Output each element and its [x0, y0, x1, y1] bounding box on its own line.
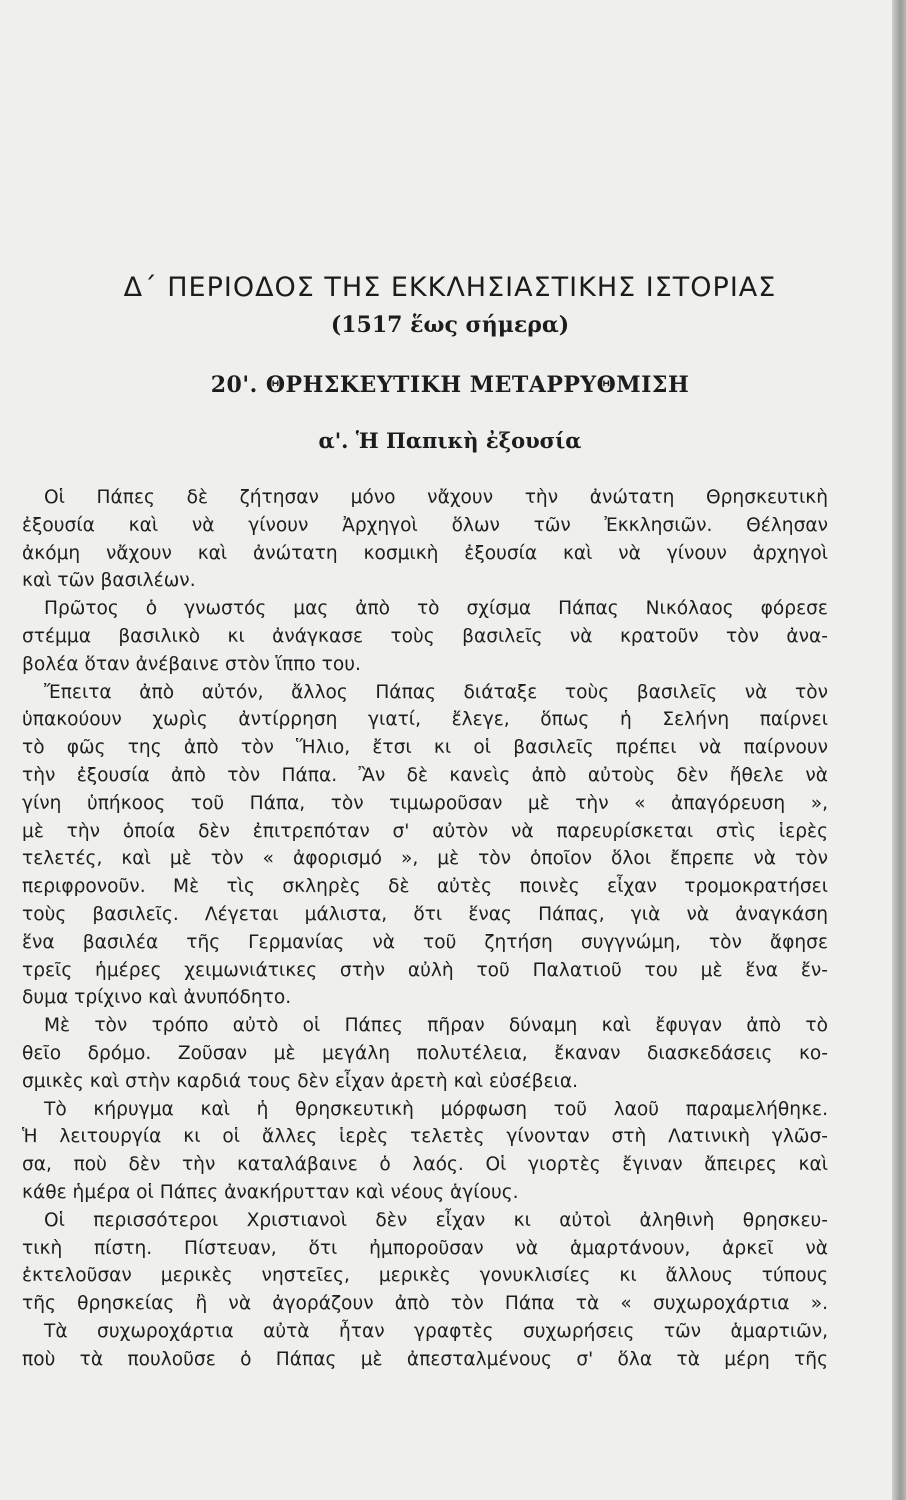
text-line: τελετές, καὶ μὲ τὸν « ἀφορισμό », μὲ τὸν ὁποῖον ὅλοι ἔπρεπε νὰ τὸν	[22, 848, 828, 870]
text-line: Πρῶτος ὁ γνωστός μας ἀπὸ τὸ σχίσμα Πάπας Νικόλαος φόρεσε	[44, 598, 828, 620]
period-heading: Δ΄ ΠΕΡΙΟΔΟΣ ΤΗΣ ΕΚΚΛΗΣΙΑΣΤΙΚΗΣ ΙΣΤΟΡΙΑΣ	[123, 272, 777, 303]
text-line: θεῖο δρόμο. Ζοῦσαν μὲ μεγάλη πολυτέλεια, ἔκαναν διασκεδάσεις κο-	[22, 1042, 828, 1064]
text-line: τὴν ἐξουσία ἀπὸ τὸν Πάπα. Ἂν δὲ κανεὶς ἀπὸ αὐτοὺς δὲν ἤθελε νὰ	[22, 764, 828, 786]
text-line: ἐκτελοῦσαν μερικὲς νηστεῖες, μερικὲς γονυκλισίες κι ἄλλους τύπους	[22, 1265, 828, 1287]
text-line: τρεῖς ἡμέρες χειμωνιάτικες στὴν αὐλὴ τοῦ Παλατιοῦ του μὲ ἕνα ἔν-	[22, 959, 828, 981]
text-line: γίνη ὑπήκοος τοῦ Πάπα, τὸν τιμωροῦσαν μὲ τὴν « ἀπαγόρευση »,	[22, 792, 828, 814]
text-line: ἐξουσία καὶ νὰ γίνουν Ἀρχηγοὶ ὅλων τῶν Ἐκκλησιῶν. Θέλησαν	[22, 514, 828, 536]
text-line: Τὰ συχωροχάρτια αὐτὰ ἦταν γραφτὲς συχωρήσεις τῶν ἁμαρτιῶν,	[44, 1320, 828, 1342]
section-title: α'. Ἡ Παπικὴ ἐξουσία	[318, 428, 582, 453]
text-line: Ἔπειτα ἀπὸ αὐτόν, ἄλλος Πάπας διάταξε τοὺς βασιλεῖς νὰ τὸν	[44, 681, 828, 703]
text-line: τικὴ πίστη. Πίστευαν, ὅτι ἠμποροῦσαν νὰ ἁμαρτάνουν, ἀρκεῖ νὰ	[22, 1237, 828, 1259]
text-line: τῆς θρησκείας ἢ νὰ ἀγοράζουν ἀπὸ τὸν Πάπα τὰ « συχωροχάρτια ».	[22, 1293, 828, 1315]
text-line: κάθε ἡμέρα οἱ Πάπες ἀνακήρυτταν καὶ νέους ἁγίους.	[22, 1181, 519, 1203]
chapter-title: 20'. ΘΡΗΣΚΕΥΤΙΚΗ ΜΕΤΑΡΡΥΘΜΙΣΗ	[210, 372, 690, 398]
text-line: μὲ τὴν ὁποία δὲν ἐπιτρεπόταν σ' αὐτὸν νὰ παρευρίσκεται στὶς ἱερὲς	[22, 820, 828, 842]
text-line: τοὺς βασιλεῖς. Λέγεται μάλιστα, ὅτι ἕνας Πάπας, γιὰ νὰ ἀναγκάση	[22, 903, 828, 925]
text-line: περιφρονοῦν. Μὲ τὶς σκληρὲς δὲ αὐτὲς ποινὲς εἶχαν τρομοκρατήσει	[22, 876, 828, 898]
text-line: ποὺ τὰ πουλοῦσε ὁ Πάπας μὲ ἀπεσταλμένους σ' ὅλα τὰ μέρη τῆς	[22, 1348, 828, 1370]
text-line: Οἱ περισσότεροι Χριστιανοὶ δὲν εἶχαν κι αὐτοὶ ἀληθινὴ θρησκευ-	[44, 1209, 828, 1231]
text-line: Ἡ λειτουργία κι οἱ ἄλλες ἱερὲς τελετὲς γίνονταν στὴ Λατινικὴ γλῶσ-	[22, 1126, 828, 1148]
text-line: σμικὲς καὶ στὴν καρδιά τους δὲν εἶχαν ἀρετὴ καὶ εὐσέβεια.	[22, 1070, 579, 1092]
body-text	[22, 484, 828, 1374]
text-line: ὑπακούουν χωρὶς ἀντίρρηση γιατί, ἔλεγε, ὅπως ἡ Σελήνη παίρνει	[22, 709, 828, 731]
text-line: ἕνα βασιλέα τῆς Γερμανίας νὰ τοῦ ζητήση συγγνώμη, τὸν ἄφησε	[22, 931, 828, 953]
text-line: Μὲ τὸν τρόπο αὐτὸ οἱ Πάπες πῆραν δύναμη καὶ ἔφυγαν ἀπὸ τὸ	[44, 1015, 828, 1037]
text-line: στέμμα βασιλικὸ κι ἀνάγκασε τοὺς βασιλεῖς νὰ κρατοῦν τὸν ἀνα-	[22, 625, 828, 647]
text-line: δυμα τρίχινο καὶ ἀνυπόδητο.	[22, 987, 292, 1009]
period-subtitle: (1517 ἕως σήμερα)	[330, 312, 570, 338]
text-line: καὶ τῶν βασιλέων.	[22, 570, 196, 592]
text-line: ἀκόμη νἄχουν καὶ ἀνώτατη κοσμικὴ ἐξουσία καὶ νὰ γίνουν ἀρχηγοὶ	[22, 542, 828, 564]
text-line: σα, ποὺ δὲν τὴν καταλάβαινε ὁ λαός. Οἱ γιορτὲς ἔγιναν ἄπειρες καὶ	[22, 1154, 828, 1176]
text-line: Τὸ κήρυγμα καὶ ἡ θρησκευτικὴ μόρφωση τοῦ λαοῦ παραμελήθηκε.	[44, 1098, 828, 1120]
text-line: τὸ φῶς της ἀπὸ τὸν Ἥλιο, ἔτσι κι οἱ βασιλεῖς πρέπει νὰ παίρνουν	[22, 737, 828, 759]
book-spine-shadow	[892, 0, 906, 1500]
text-line: βολέα ὅταν ἀνέβαινε στὸν ἵππο του.	[22, 653, 361, 675]
text-line: Οἱ Πάπες δὲ ζήτησαν μόνο νἄχουν τὴν ἀνώτατη Θρησκευτικὴ	[44, 487, 828, 508]
